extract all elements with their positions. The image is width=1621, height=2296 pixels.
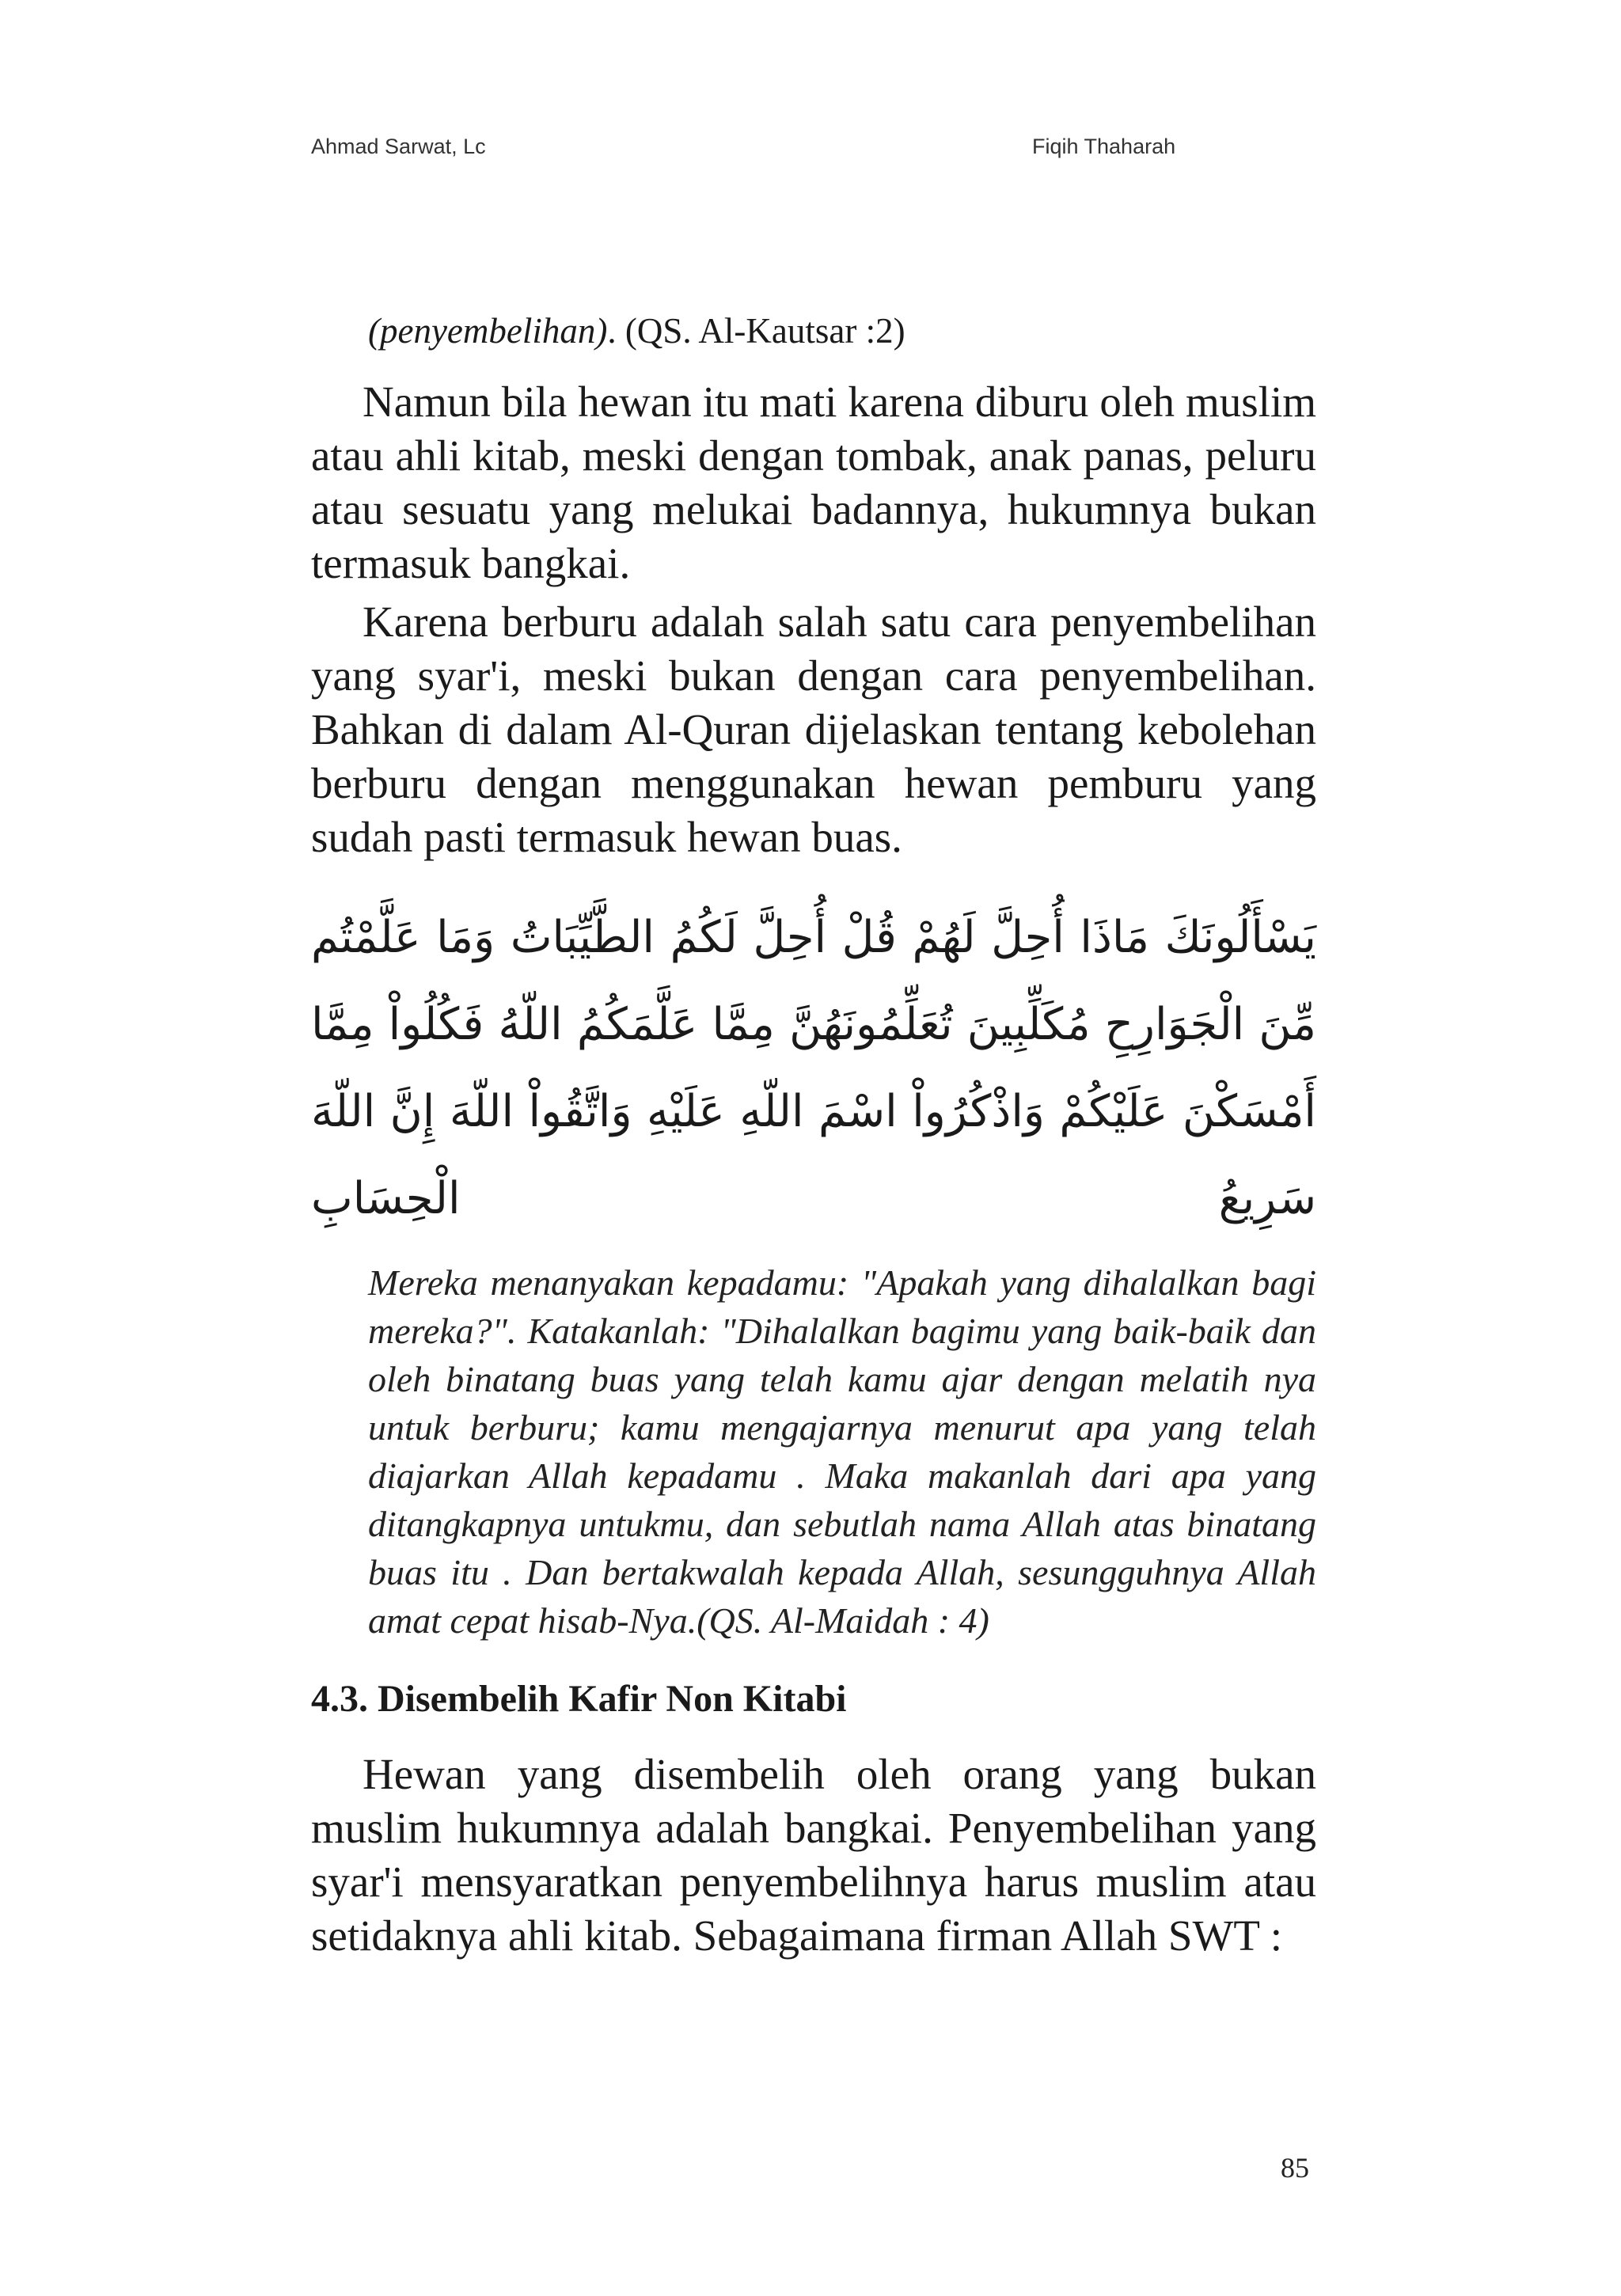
body-paragraph-non-kitabi: Hewan yang disembelih oleh orang yang bukan muslim hukumnya adalah bangkai. Penyembelihan yang syar'i mensyaratkan penyembelihnya harus muslim atau setidaknya ahli kitab. Sebagaimana firman Allah SWT :: [311, 1750, 1316, 1960]
body-paragraph-hunting-method: Karena berburu adalah salah satu cara penyembelihan yang syar'i, meski bukan dengan cara penyembelihan. Bahkan di dalam Al-Quran dijelaskan tentang kebolehan berburu dengan menggunakan hewan pemburu yang sudah pasti termasuk hewan buas.: [311, 598, 1316, 861]
running-header-author: Ahmad Sarwat, Lc: [311, 135, 486, 158]
verse-citation-continuation: [368, 305, 1316, 358]
citation-italic-word: (penyembelihan): [368, 311, 608, 351]
page-body: [311, 305, 1316, 1963]
citation-reference: . (QS. Al-Kautsar :2): [607, 311, 905, 351]
verse-translation: Mereka menanyakan kepadamu: "Apakah yang dihalalkan bagi mereka?". Katakanlah: "Dihalalkan bagimu yang baik-baik dan oleh binatang buas yang telah kamu ajar dengan melatih nya untuk berburu; kamu mengajarnya menurut apa yang telah diajarkan Allah kepadamu . Maka makanlah dari apa yang ditangkapnya untukmu, dan sebutlah nama Allah atas binatang buas itu . Dan bertakwalah kepada Allah, sesungguhnya Allah amat cepat hisab-Nya.(QS. Al-Maidah : 4): [368, 1262, 1316, 1641]
arabic-quran-verse: يَسْأَلُونَكَ مَاذَا أُحِلَّ لَهُمْ قُلْ أُحِلَّ لَكُمُ الطَّيِّبَاتُ وَمَا عَلَّمْتُم مِّنَ الْجَوَارِحِ مُكَلِّبِينَ تُعَلِّمُونَهُنَّ مِمَّا عَلَّمَكُمُ اللّهُ فَكُلُواْ مِمَّا أَمْسَكْنَ عَلَيْكُمْ وَاذْكُرُواْ اسْمَ اللّهِ عَلَيْهِ وَاتَّقُواْ اللّهَ إِنَّ اللّهَ سَرِيعُ الْحِسَابِ: [311, 912, 1316, 1224]
running-header-title: Fiqih Thaharah: [1032, 135, 1176, 158]
section-heading: 4.3. Disembelih Kafir Non Kitabi: [311, 1678, 847, 1720]
page-number: 85: [1281, 2152, 1309, 2184]
body-paragraph-hunting: Namun bila hewan itu mati karena diburu oleh muslim atau ahli kitab, meski dengan tombak, anak panas, peluru atau sesuatu yang melukai badannya, hukumnya bukan termasuk bangkai.: [311, 378, 1316, 587]
